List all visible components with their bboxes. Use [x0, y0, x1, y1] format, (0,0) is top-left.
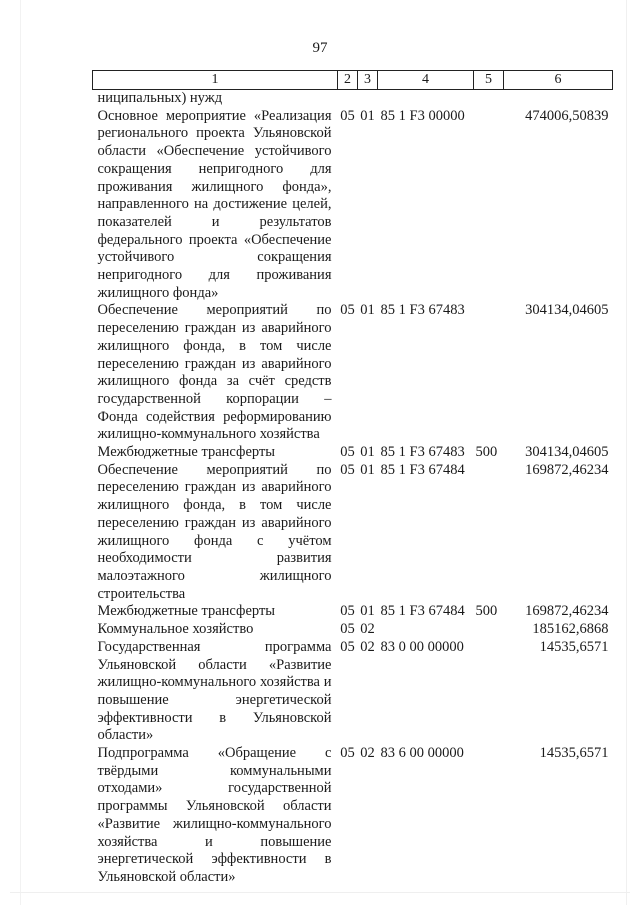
row-amount: 169872,46234	[525, 603, 609, 620]
row-expense-type	[474, 302, 504, 444]
header-col-5: 5	[474, 71, 504, 90]
row-expense-type	[474, 639, 504, 745]
row-name: Государственная программа Ульяновской области «Развитие жилищно-коммунального хозяйства и повышение энергетической эффективности в Ульяновской области»	[97, 638, 332, 744]
budget-table-container	[92, 70, 612, 887]
table-row	[93, 603, 613, 621]
row-target-code: 85 1 F3 00000	[380, 107, 465, 124]
row-section: 05	[340, 302, 355, 319]
row-name: Обеспечение мероприятий по переселению граждан из аварийного жилищного фонда, в том числе переселению граждан из аварийного жилищного фонда за счёт средств государственной корпорации – Фонда содействия реформированию жилищно-коммунального хозяйства	[97, 302, 332, 443]
row-name: Основное мероприятие «Реализация регионального проекта Ульяновской области «Обеспечение устойчивого сокращения непригодного для проживания жилищного фонда», направленного на достижение целей, показателей и результатов федерального проекта «Обеспечение устойчивого сокращения непригодного для проживания жилищного фонда»	[97, 107, 332, 301]
row-section: 05	[340, 638, 355, 655]
table-row	[93, 639, 613, 745]
row-expense-type: 500	[475, 603, 498, 620]
row-amount: 304134,04605	[525, 444, 609, 461]
row-amount: 304134,04605	[525, 302, 609, 319]
row-section: 05	[340, 603, 355, 620]
row-section: 05	[340, 444, 355, 461]
row-target-code: 85 1 F3 67483	[380, 302, 465, 319]
table-row	[93, 462, 613, 604]
header-col-2: 2	[338, 71, 358, 90]
row-amount: 474006,50839	[525, 107, 609, 124]
row-amount: 14535,6571	[539, 745, 609, 762]
row-target-code: 83 0 00 00000	[380, 638, 464, 655]
row-amount: 14535,6571	[539, 638, 609, 655]
row-subsection: 02	[360, 745, 375, 762]
table-row	[93, 302, 613, 444]
row-subsection: 01	[360, 603, 375, 620]
row-section: 05	[340, 461, 355, 478]
row-expense-type	[474, 621, 504, 639]
page-number: 97	[312, 40, 328, 56]
row-amount: 169872,46234	[525, 461, 609, 478]
page-edge-bottom	[10, 892, 630, 893]
row-section: 05	[340, 621, 355, 638]
row-expense-type: 500	[475, 444, 498, 461]
table-row	[93, 745, 613, 887]
table-header-row	[93, 71, 613, 90]
table-row	[93, 621, 613, 639]
row-name: Коммунальное хозяйство	[97, 621, 254, 638]
row-subsection: 02	[360, 638, 375, 655]
row-expense-type	[474, 462, 504, 604]
row-name: ниципальных) нужд	[97, 90, 223, 106]
header-col-6: 6	[504, 71, 613, 90]
page-edge-left	[20, 0, 21, 905]
table-row	[93, 444, 613, 462]
header-col-3: 3	[358, 71, 378, 90]
row-subsection: 01	[360, 461, 375, 478]
row-subsection: 02	[360, 621, 375, 638]
header-col-1: 1	[93, 71, 338, 90]
row-section: 05	[340, 745, 355, 762]
row-expense-type	[474, 745, 504, 887]
row-target-code: 83 6 00 00000	[380, 745, 464, 762]
row-expense-type	[474, 90, 504, 108]
row-expense-type	[474, 108, 504, 303]
row-subsection: 01	[360, 444, 375, 461]
row-name: Межбюджетные трансферты	[97, 603, 276, 620]
row-section: 05	[340, 107, 355, 124]
table-body	[93, 90, 613, 887]
row-target-code: 85 1 F3 67483	[380, 444, 465, 461]
header-col-4: 4	[378, 71, 474, 90]
page-edge-right	[626, 0, 627, 905]
table-row	[93, 108, 613, 303]
budget-table	[92, 70, 613, 887]
row-name: Обеспечение мероприятий по переселению граждан из аварийного жилищного фонда, в том числе переселению граждан из аварийного жилищного фонда с учётом необходимости развития малоэтажного жилищного строительства	[97, 461, 332, 602]
row-target-code	[378, 90, 474, 108]
row-target-code: 85 1 F3 67484	[380, 603, 465, 620]
row-name: Межбюджетные трансферты	[97, 444, 276, 461]
row-name: Подпрограмма «Обращение с твёрдыми коммунальными отходами» государственной программы Ульяновской области «Развитие жилищно-коммунального хозяйства и повышение энергетической эффективности в Ульяновской области»	[97, 745, 332, 885]
row-subsection	[358, 90, 378, 108]
table-row	[93, 90, 613, 108]
row-amount: 185162,6868	[532, 621, 609, 638]
row-target-code: 85 1 F3 67484	[380, 461, 465, 478]
row-subsection: 01	[360, 107, 375, 124]
row-amount	[504, 90, 613, 108]
row-subsection: 01	[360, 302, 375, 319]
row-section	[338, 90, 358, 108]
row-target-code	[378, 621, 474, 639]
